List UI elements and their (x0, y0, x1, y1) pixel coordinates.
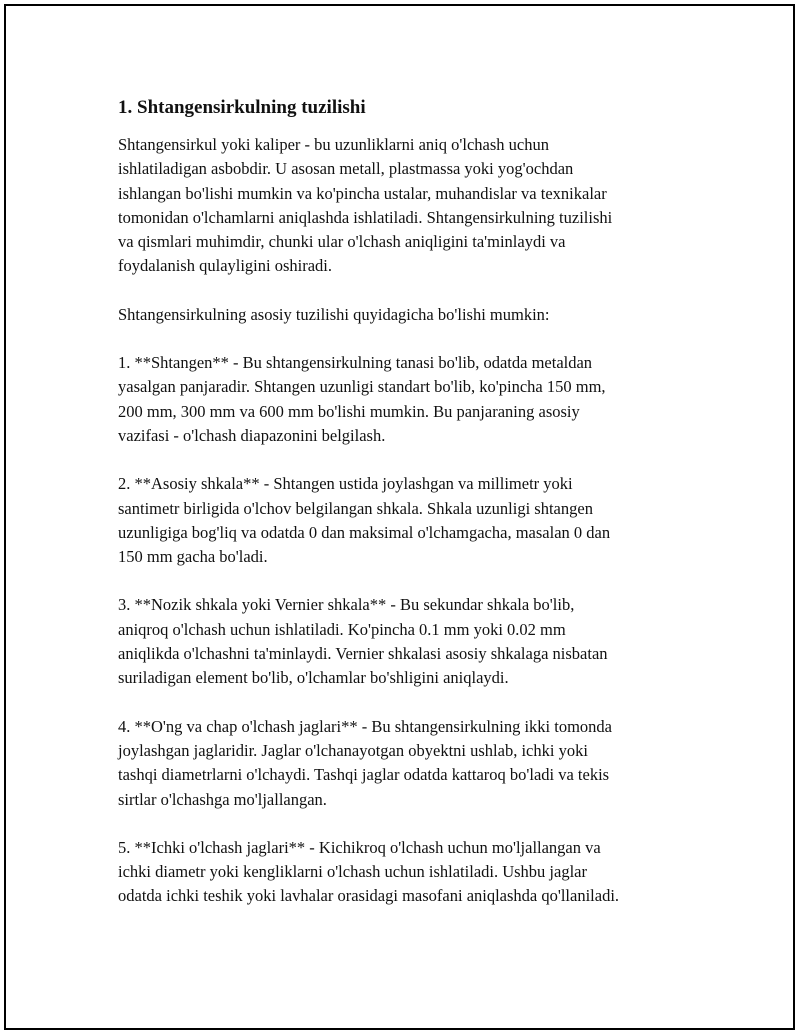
paragraph-item-shtangen: 1. **Shtangen** - Bu shtangensirkulning tanasi bo'lib, odatda metaldan yasalgan panjaradir. Shtangen uzunligi standart bo'lib, ko'pincha 150 mm, 200 mm, 300 mm va 600 mm bo'lishi mumkin. Bu panjaraning asosiy vazifasi - o'lchash diapazonini belgilash. (118, 353, 606, 445)
paragraph-item-inner-jaws: 5. **Ichki o'lchash jaglari** - Kichikroq o'lchash uchun mo'ljallangan va ichki diametr yoki kengliklarni o'lchash uchun ishlatiladi. Ushbu jaglar odatda ichki teshik yoki lavhalar orasidagi masofani aniqlashda qo'llaniladi. (118, 837, 620, 906)
paragraph-item-outer-jaws: 4. **O'ng va chap o'lchash jaglari** - Bu shtangensirkulning ikki tomonda joylashgan jaglaridir. Jaglar o'lchanayotgan obyektni ushlab, ichki yoki tashqi diametrlarni o'lchaydi. Tashqi jaglar odatda kattaroq bo'ladi va tekis sirtlar o'lchashga mo'ljallangan. (118, 716, 612, 809)
paragraph-intro: Shtangensirkul yoki kaliper - bu uzunliklarni aniq o'lchash uchun ishlatiladigan asbobdir. U asosan metall, plastmassa yoki yog'ochdan ishlangan bo'lishi mumkin va ko'pincha ustalar, muhandislar va texnikalar tomonidan o'lchamlarni aniqlashda ishlatiladi. Shtangensirkulning tuzilishi va qismlari muhimdir, chunki ular o'lchash aniqligini ta'minlaydi va foydalanish qulayligini oshiradi. (118, 135, 613, 276)
paragraph-structure-lead: Shtangensirkulning asosiy tuzilishi quyidagicha bo'lishi mumkin: (118, 304, 550, 324)
document-title: 1. Shtangensirkulning tuzilishi (118, 97, 366, 118)
document-body (118, 95, 683, 933)
paragraph-item-vernier-scale: 3. **Nozik shkala yoki Vernier shkala** - Bu sekundar shkala bo'lib, aniqroq o'lchash uchun ishlatiladi. Ko'pincha 0.1 mm yoki 0.02 mm aniqlikda o'lchashni ta'minlaydi. Vernier shkalasi asosiy shkalaga nisbatan suriladigan element bo'lib, o'lchamlar bo'shligini aniqlaydi. (118, 595, 608, 688)
paragraph-item-main-scale: 2. **Asosiy shkala** - Shtangen ustida joylashgan va millimetr yoki santimetr birligida o'lchov belgilangan shkala. Shkala uzunligi shtangen uzunligiga bog'liq va odatda 0 dan maksimal o'lchamgacha, masalan 0 dan 150 mm gacha bo'ladi. (118, 474, 611, 567)
